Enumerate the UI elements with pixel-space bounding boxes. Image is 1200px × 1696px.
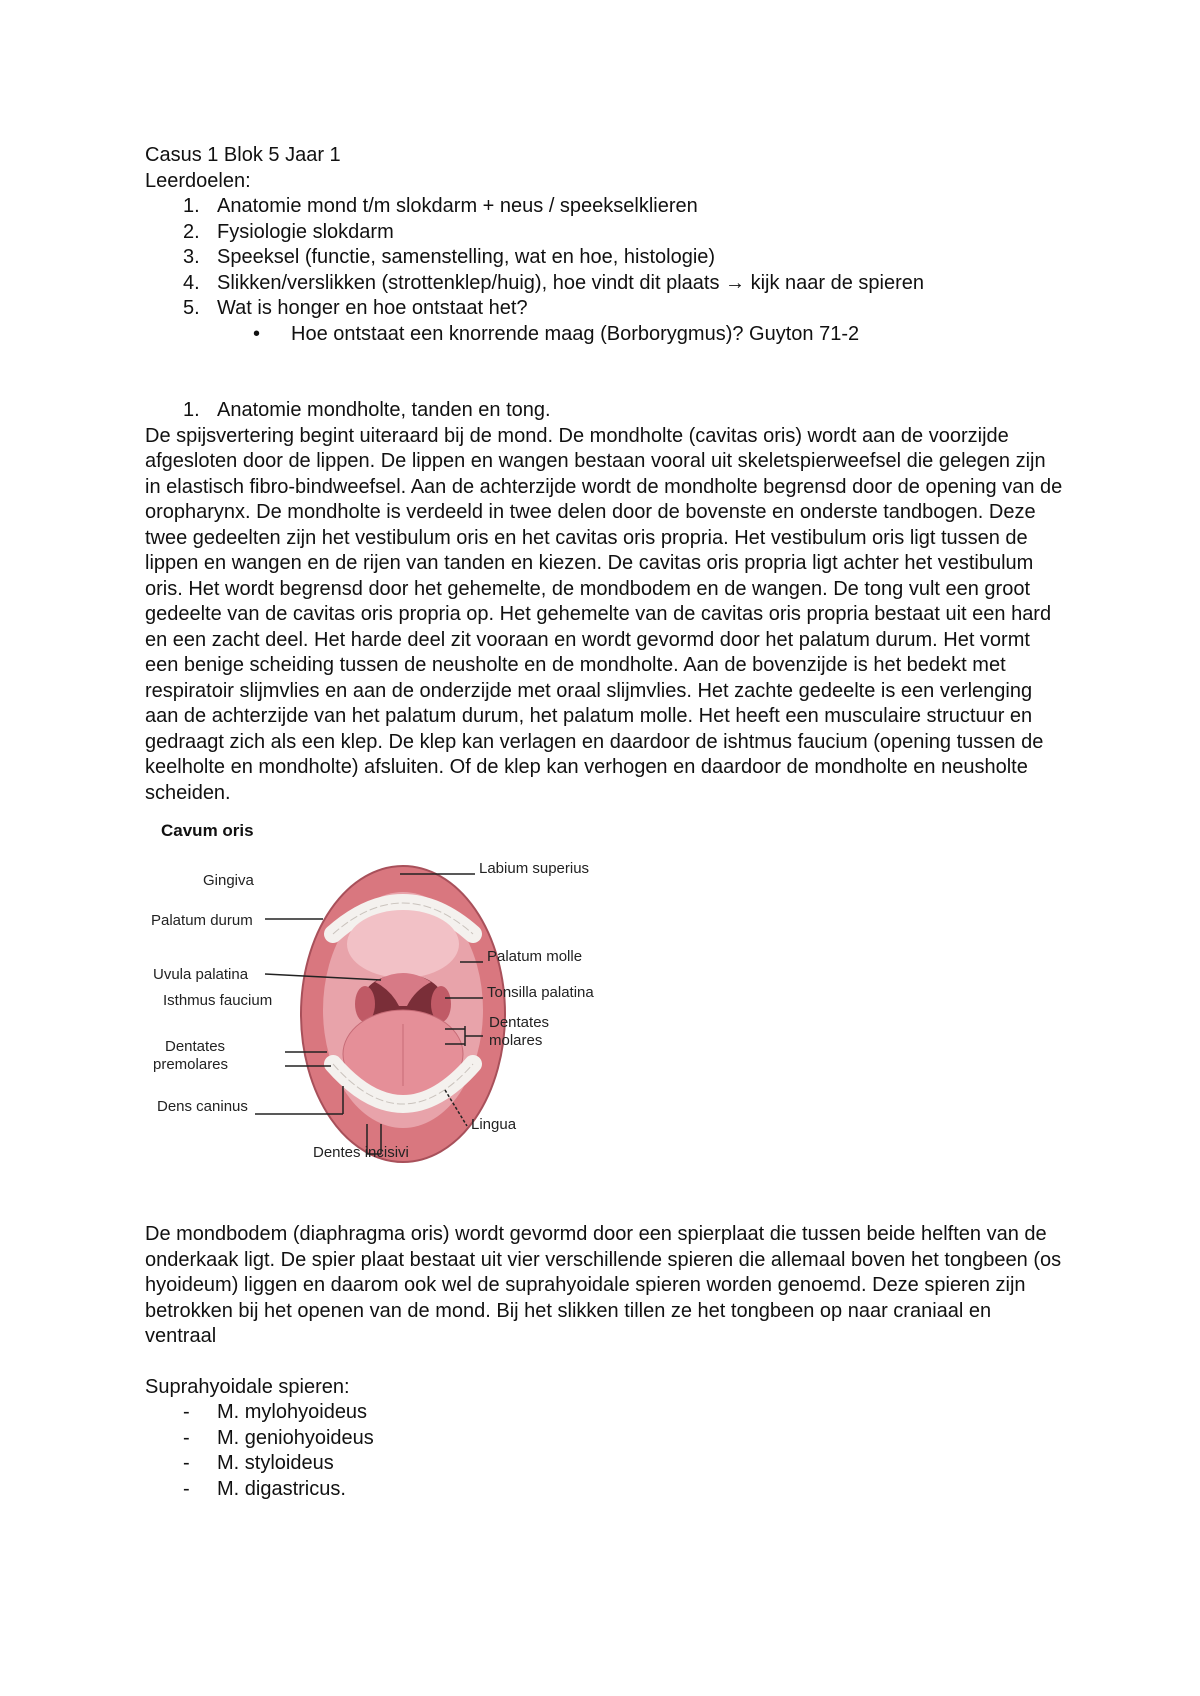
document-page [145, 143, 1065, 1502]
muscle-item [145, 1477, 1065, 1503]
bullet-icon: • [253, 322, 261, 345]
list-number: 1. [183, 399, 200, 421]
cavum-oris-figure [145, 814, 665, 1214]
dash-marker: - [183, 1477, 190, 1500]
label-gingiva: Gingiva [203, 872, 254, 889]
label-palatum-molle: Palatum molle [487, 948, 583, 965]
goal-text: Speeksel (functie, samenstelling, wat en hoe, histologie) [217, 246, 716, 268]
goal-item [145, 296, 1065, 322]
goal-text: Anatomie mond t/m slokdarm + neus / speekselklieren [217, 195, 698, 217]
muscles-heading: Suprahyoidale spieren: [145, 1375, 350, 1398]
list-number: 5. [183, 297, 200, 319]
body-paragraph-2: De mondbodem (diaphragma oris) wordt gevormd door een spierplaat die tussen beide helften van de onderkaak ligt. De spier plaat bestaat uit vier verschillende spieren die allemaal boven het tongbeen (os hyoideum) liggen en daarom ook wel de suprahyoidale spieren worden genoemd. Deze spieren zijn betrokken bij het openen van de mond. Bij het slikken tillen ze het tongbeen op naar craniaal en ventraal [145, 1223, 1062, 1347]
goal-item [145, 245, 1065, 271]
goal-item [145, 194, 1065, 220]
document-title: Casus 1 Blok 5 Jaar 1 [145, 144, 341, 166]
muscle-text: M. styloideus [217, 1452, 334, 1474]
label-dens-caninus: Dens caninus [157, 1098, 248, 1115]
section-heading-text: Anatomie mondholte, tanden en tong. [217, 399, 551, 421]
muscle-text: M. geniohyoideus [217, 1426, 374, 1449]
sub-bullet-text: Hoe ontstaat een knorrende maag (Borborygmus)? Guyton 71-2 [291, 322, 860, 345]
label-dentates-molares-1: Dentates [489, 1014, 550, 1031]
muscle-text: M. digastricus. [217, 1477, 346, 1500]
section-heading [145, 398, 1065, 424]
dash-marker: - [183, 1426, 190, 1449]
goal-text: Wat is honger en hoe ontstaat het? [217, 297, 528, 319]
label-uvula-palatina: Uvula palatina [153, 966, 249, 983]
list-number: 2. [183, 220, 200, 243]
list-number: 1. [183, 195, 200, 217]
dash-marker: - [183, 1452, 190, 1474]
leerdoelen-label: Leerdoelen: [145, 169, 251, 192]
label-tonsilla-palatina: Tonsilla palatina [487, 984, 594, 1001]
label-isthmus-faucium: Isthmus faucium [163, 992, 273, 1009]
muscle-item [145, 1400, 1065, 1426]
goal-item [145, 220, 1065, 246]
goal-text: Fysiologie slokdarm [217, 220, 394, 243]
muscle-item [145, 1426, 1065, 1452]
dash-marker: - [183, 1401, 190, 1423]
body-paragraph: De spijsvertering begint uiteraard bij de mond. De mondholte (cavitas oris) wordt aan de voorzijde afgesloten door de lippen. De lippen en wangen bestaan vooral uit skeletspierweefsel die gelegen zijn in elastisch fibro-bindweefsel. Aan de achterzijde wordt de mondholte begrensd door de opening van de oropharynx. De mondholte is verdeeld in twee delen door de bovenste en onderste tandbogen. Deze twee gedeelten zijn het vestibulum oris en het cavitas oris propria. Het vestibulum oris ligt tussen de lippen en wangen en de rijen van tanden en kiezen. De cavitas oris propria ligt achter het vestibulum oris. Het wordt begrensd door het gehemelte, de mondbodem en de wangen. De tong vult een groot gedeelte van de cavitas oris propria op. Het gehemelte van de cavitas oris propria bestaat uit een hard en een zacht deel. Het harde deel zit vooraan en wordt gevormd door het palatum durum. Het vormt een benige scheiding tussen de neusholte en de mondholte. Aan de bovenzijde is het bedekt met respiratoir slijmvlies en aan de onderzijde met oraal slijmvlies. Het zachte gedeelte is een verlenging aan de achterzijde van het palatum durum, het palatum molle. Het heeft een musculaire structuur en gedraagt zich als een klep. De klep kan verlagen en daardoor de ishtmus faucium (opening tussen de keelholte en mondholte) afsluiten. Of de klep kan verhogen en daardoor de mondholte en neusholte scheiden. [145, 424, 1063, 804]
sub-bullet-item [145, 322, 1065, 348]
figure-title: Cavum oris [161, 821, 254, 840]
label-dentates-premolares-2: premolares [153, 1056, 229, 1073]
label-labium-superius: Labium superius [479, 860, 590, 877]
palatum-shape [347, 910, 459, 978]
label-lingua: Lingua [471, 1116, 517, 1133]
goal-item [145, 271, 1065, 297]
label-dentates-molares-2: molares [489, 1032, 543, 1049]
muscle-text: M. mylohyoideus [217, 1401, 368, 1423]
list-number: 3. [183, 246, 200, 268]
list-number: 4. [183, 271, 200, 294]
muscle-item [145, 1451, 1065, 1477]
label-palatum-durum: Palatum durum [151, 912, 253, 929]
label-dentates-premolares-1: Dentates [165, 1038, 226, 1055]
goal-text: Slikken/verslikken (strottenklep/huig), hoe vindt dit plaats → kijk naar de spieren [217, 271, 925, 294]
label-dentes-incisivi: Dentes incisivi [313, 1144, 409, 1161]
